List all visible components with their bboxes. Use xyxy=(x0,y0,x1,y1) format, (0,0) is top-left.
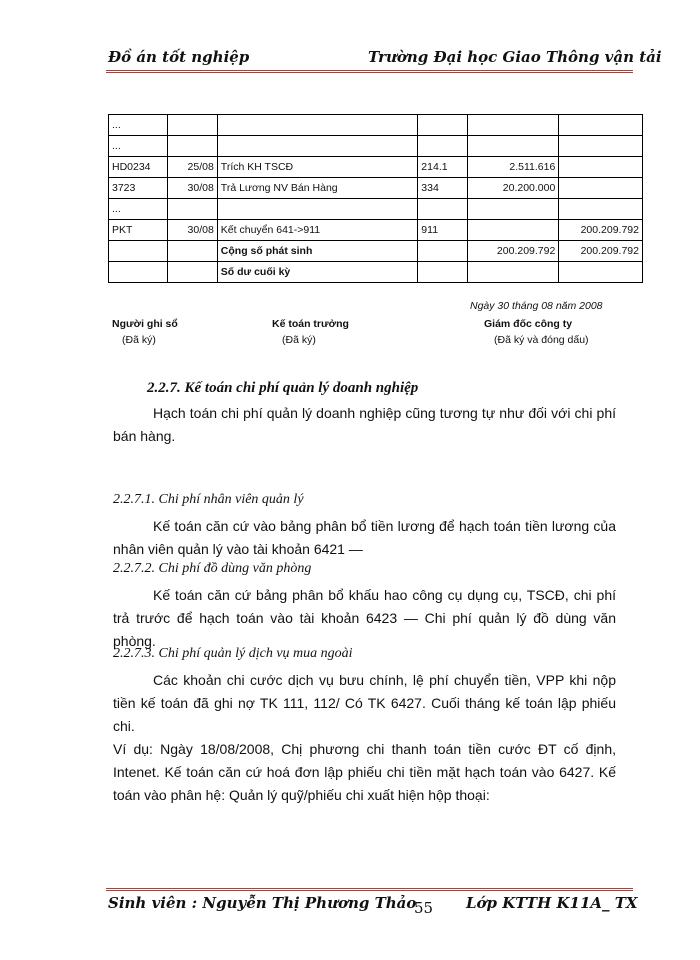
table-cell: HD0234 xyxy=(109,157,168,178)
table-row xyxy=(109,199,643,220)
table-cell xyxy=(418,136,467,157)
ledger-table xyxy=(108,114,643,283)
subsection-paragraph-3: Các khoản chi cước dịch vụ bưu chính, lệ phí chuyển tiền, VPP khi nộp tiền kế toán đã ghi nợ TK 111, 112/ Có TK 6427. Cuối tháng kế toán lập phiếu chi. xyxy=(113,672,616,734)
table-cell xyxy=(217,136,418,157)
table-cell: ... xyxy=(109,199,168,220)
subsection-heading-3: 2.2.7.3. Chi phí quản lý dịch vụ mua ngoài xyxy=(113,646,353,661)
table-row xyxy=(109,157,643,178)
table-cell: 200.209.792 xyxy=(467,241,559,262)
table-cell xyxy=(168,115,217,136)
table-cell: 25/08 xyxy=(168,157,217,178)
table-cell: ... xyxy=(109,136,168,157)
signature-note: (Đã ký) xyxy=(282,334,316,346)
table-cell xyxy=(467,199,559,220)
table-cell xyxy=(418,115,467,136)
table-cell: Kết chuyển 641->911 xyxy=(217,220,418,241)
header-right: Trường Đại học Giao Thông vận tải xyxy=(368,48,662,66)
table-cell: ... xyxy=(109,115,168,136)
table-cell xyxy=(109,262,168,283)
subsection-heading-1: 2.2.7.1. Chi phí nhân viên quản lý xyxy=(113,492,304,507)
table-cell xyxy=(467,262,559,283)
table-cell xyxy=(559,157,643,178)
page-number: 55 xyxy=(414,899,434,917)
table-cell xyxy=(467,115,559,136)
subsection-paragraph-1: Kế toán căn cứ vào bảng phân bổ tiền lương để hạch toán tiền lương của nhân viên quản lý vào tài khoản 6421 — xyxy=(113,518,616,557)
table-cell xyxy=(559,199,643,220)
table-cell xyxy=(168,136,217,157)
signature-title: Giám đốc công ty xyxy=(484,318,573,330)
signature-note: (Đã ký) xyxy=(122,334,156,346)
table-cell: 334 xyxy=(418,178,467,199)
subsection-paragraph-2: Kế toán căn cứ bảng phân bổ khấu hao công cụ dụng cụ, TSCĐ, chi phí trả trước để hạch toán vào tài khoản 6423 — Chi phí quản lý đồ dùng văn phòng. xyxy=(113,587,616,649)
table-cell: 214.1 xyxy=(418,157,467,178)
table-cell: 30/08 xyxy=(168,220,217,241)
table-cell: 200.209.792 xyxy=(559,220,643,241)
table-cell xyxy=(217,199,418,220)
table-cell xyxy=(467,136,559,157)
footer-student: Sinh viên : Nguyễn Thị Phương Thảo xyxy=(108,894,417,912)
table-cell: Trích KH TSCĐ xyxy=(217,157,418,178)
signature-title: Người ghi sổ xyxy=(112,318,178,330)
table-cell: 200.209.792 xyxy=(559,241,643,262)
table-cell: PKT xyxy=(109,220,168,241)
table-cell xyxy=(418,241,467,262)
section-heading: 2.2.7. Kế toán chi phí quản lý doanh nghiệp xyxy=(147,380,419,396)
table-cell: 911 xyxy=(418,220,467,241)
table-cell xyxy=(168,262,217,283)
table-cell xyxy=(418,262,467,283)
signature-recorder xyxy=(112,318,178,346)
signature-chief-accountant xyxy=(272,318,349,346)
table-row xyxy=(109,262,643,283)
header-left: Đồ án tốt nghiệp xyxy=(108,48,250,66)
footer-rule xyxy=(106,888,633,891)
table-cell xyxy=(418,199,467,220)
table-row xyxy=(109,178,643,199)
table-cell xyxy=(168,241,217,262)
table-cell: 3723 xyxy=(109,178,168,199)
table-cell xyxy=(168,199,217,220)
table-cell xyxy=(559,178,643,199)
table-cell xyxy=(467,220,559,241)
table-cell xyxy=(217,115,418,136)
footer-class: Lớp KTTH K11A_ TX xyxy=(466,894,638,912)
table-row xyxy=(109,136,643,157)
table-cell: Số dư cuối kỳ xyxy=(217,262,418,283)
table-cell: 20.200.000 xyxy=(467,178,559,199)
table-cell xyxy=(559,262,643,283)
date-line: Ngày 30 tháng 08 năm 2008 xyxy=(470,300,603,312)
table-row xyxy=(109,220,643,241)
table-row xyxy=(109,241,643,262)
signature-note: (Đã ký và đóng dấu) xyxy=(494,334,589,346)
table-cell: Cộng số phát sinh xyxy=(217,241,418,262)
table-cell: 2.511.616 xyxy=(467,157,559,178)
subsection-heading-2: 2.2.7.2. Chi phí đồ dùng văn phòng xyxy=(113,561,312,576)
table-cell xyxy=(109,241,168,262)
header-rule xyxy=(106,70,633,73)
signature-title: Kế toán trưởng xyxy=(272,318,349,330)
table-row xyxy=(109,115,643,136)
table-cell xyxy=(559,115,643,136)
table-cell: Trả Lương NV Bán Hàng xyxy=(217,178,418,199)
table-cell xyxy=(559,136,643,157)
signature-director xyxy=(484,318,589,346)
example-paragraph: Ví dụ: Ngày 18/08/2008, Chị phương chi thanh toán tiền cước ĐT cố định, Intenet. Kế toán căn cứ hoá đơn lập phiếu chi tiền mặt hạch toán vào 6427. Kế toán vào phân hệ: Quản lý quỹ/phiếu chi xuất hiện hộp thoại: xyxy=(113,741,616,803)
intro-paragraph: Hạch toán chi phí quản lý doanh nghiệp cũng tương tự như đối với chi phí bán hàng. xyxy=(113,405,616,444)
table-cell: 30/08 xyxy=(168,178,217,199)
